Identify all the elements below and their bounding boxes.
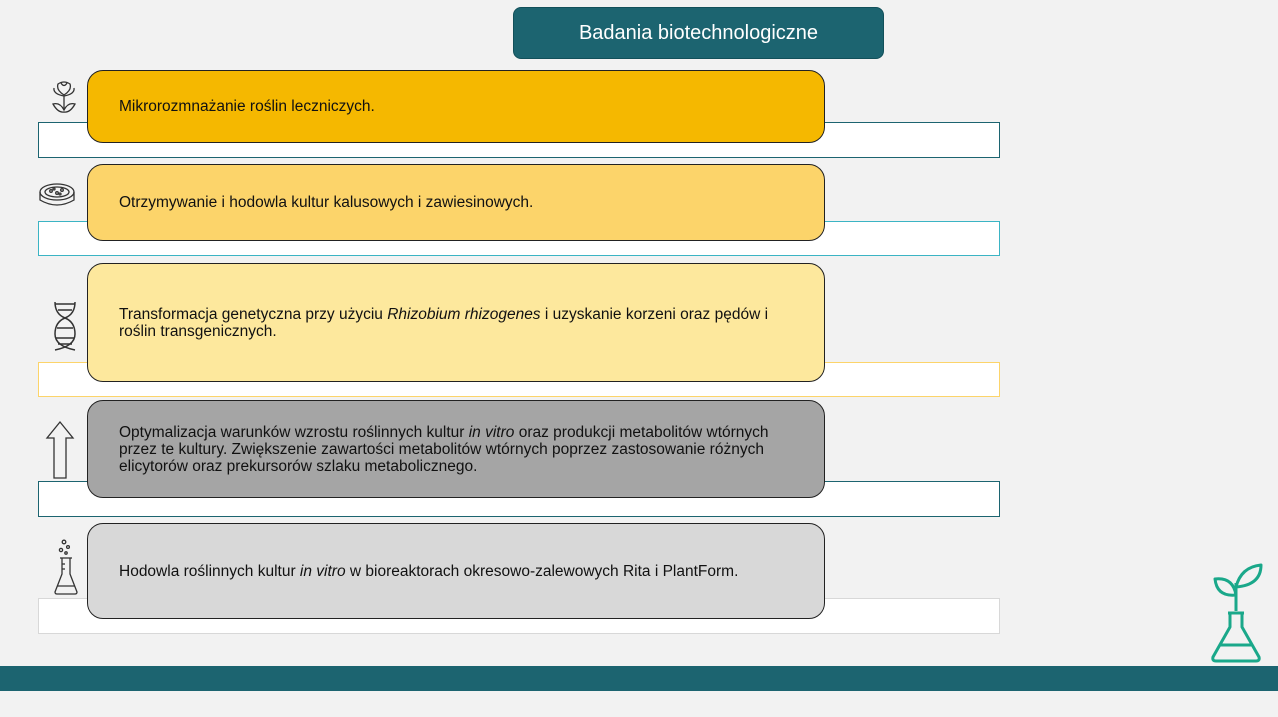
step-text-4: Optymalizacja warunków wzrostu roślinnych kultur in vitro oraz produkcji metabolitów wtórnych przez te kultury. Zwiększenie zawartości metabolitów wtórnych poprzez zastosowanie różnych elicytorów oraz prekursorów szlaku metabolicznego. xyxy=(119,423,769,475)
step-card-2 xyxy=(87,164,825,241)
step-card-5 xyxy=(87,523,825,619)
step-text-1: Mikrorozmnażanie roślin leczniczych. xyxy=(119,98,375,115)
flask-bubbles-icon xyxy=(52,538,80,596)
step-card-3 xyxy=(87,263,825,382)
petri-dish-icon xyxy=(38,180,76,214)
step-text-3: Transformacja genetyczna przy użyciu Rhizobium rhizogenes i uzyskanie korzeni oraz pędów i roślin transgenicznych. xyxy=(119,305,769,340)
step-card-4 xyxy=(87,400,825,498)
step-text-2: Otrzymywanie i hodowla kultur kalusowych i zawiesinowych. xyxy=(119,194,534,211)
page-title: Badania biotechnologiczne xyxy=(513,7,884,59)
step-card-1 xyxy=(87,70,825,143)
step-text-5: Hodowla roślinnych kultur in vitro w bioreaktorach okresowo-zalewowych Rita i PlantForm. xyxy=(119,562,739,580)
arrow-up-icon xyxy=(45,420,75,480)
flower-icon xyxy=(50,80,78,114)
dna-icon xyxy=(52,300,78,352)
footer-bar xyxy=(0,666,1278,691)
plant-flask-icon xyxy=(1207,561,1265,665)
